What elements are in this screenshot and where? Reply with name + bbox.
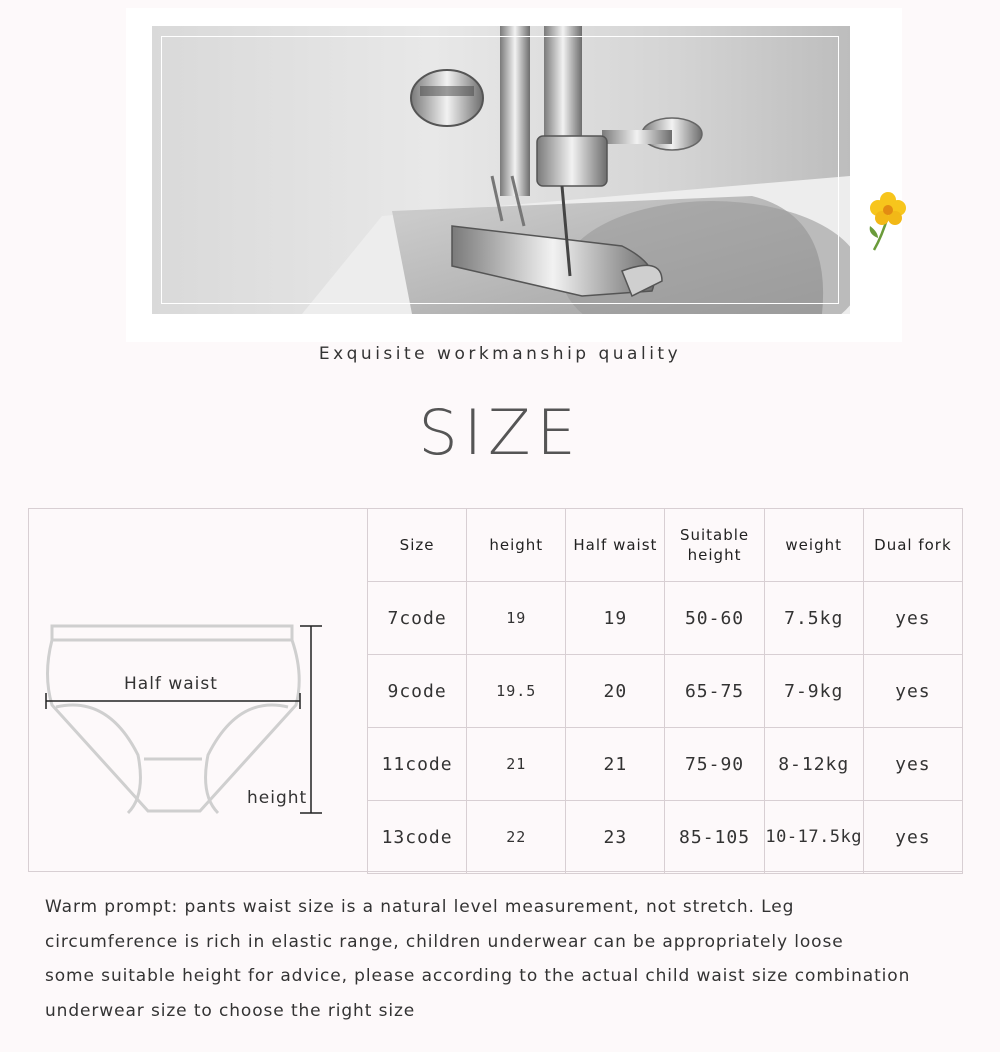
cell-size: 13code xyxy=(368,801,467,874)
cell-dual-fork: yes xyxy=(863,801,962,874)
cell-weight: 7-9kg xyxy=(764,655,863,728)
height-label: height xyxy=(247,788,308,808)
table-row xyxy=(368,655,963,728)
prompt-line: some suitable height for advice, please according to the actual child waist size combination xyxy=(45,966,911,986)
flower-icon xyxy=(862,186,912,256)
half-waist-label: Half waist xyxy=(124,674,218,694)
table-row xyxy=(368,582,963,655)
cell-height: 19 xyxy=(467,582,566,655)
prompt-line: underwear size to choose the right size xyxy=(45,1000,416,1021)
cell-half-waist: 21 xyxy=(566,728,665,801)
prompt-line: Warm prompt: pants waist size is a natural level measurement, not stretch. Leg xyxy=(45,897,795,917)
cell-weight: 10-17.5kg xyxy=(764,801,863,874)
sewing-machine-illustration xyxy=(152,26,850,314)
cell-size: 11code xyxy=(368,728,467,801)
cell-height: 21 xyxy=(467,728,566,801)
cell-suitable-height: 65-75 xyxy=(665,655,764,728)
warm-prompt xyxy=(45,890,980,1028)
table-header-row xyxy=(368,509,963,582)
table-row xyxy=(368,801,963,874)
cell-dual-fork: yes xyxy=(863,728,962,801)
cell-weight: 7.5kg xyxy=(764,582,863,655)
cell-dual-fork: yes xyxy=(863,582,962,655)
cell-half-waist: 23 xyxy=(566,801,665,874)
header-suitable-height: Suitable height xyxy=(665,509,764,582)
header-weight: weight xyxy=(764,509,863,582)
header-size: Size xyxy=(368,509,467,582)
cell-half-waist: 20 xyxy=(566,655,665,728)
cell-suitable-height: 50-60 xyxy=(665,582,764,655)
cell-height: 22 xyxy=(467,801,566,874)
cell-height: 19.5 xyxy=(467,655,566,728)
cell-suitable-height: 85-105 xyxy=(665,801,764,874)
cell-size: 7code xyxy=(368,582,467,655)
photo-tagline: Exquisite workmanship quality xyxy=(318,344,682,364)
section-title: SIZE xyxy=(418,396,582,469)
header-half-waist: Half waist xyxy=(566,509,665,582)
prompt-line: circumference is rich in elastic range, children underwear can be appropriately loose xyxy=(45,931,844,952)
cell-weight: 8-12kg xyxy=(764,728,863,801)
cell-size: 9code xyxy=(368,655,467,728)
header-dual-fork: Dual fork xyxy=(863,509,962,582)
cell-half-waist: 19 xyxy=(566,582,665,655)
table-row xyxy=(368,728,963,801)
sewing-machine-photo xyxy=(152,26,850,314)
size-table xyxy=(367,508,963,874)
header-height: height xyxy=(467,509,566,582)
cell-dual-fork: yes xyxy=(863,655,962,728)
cell-suitable-height: 75-90 xyxy=(665,728,764,801)
